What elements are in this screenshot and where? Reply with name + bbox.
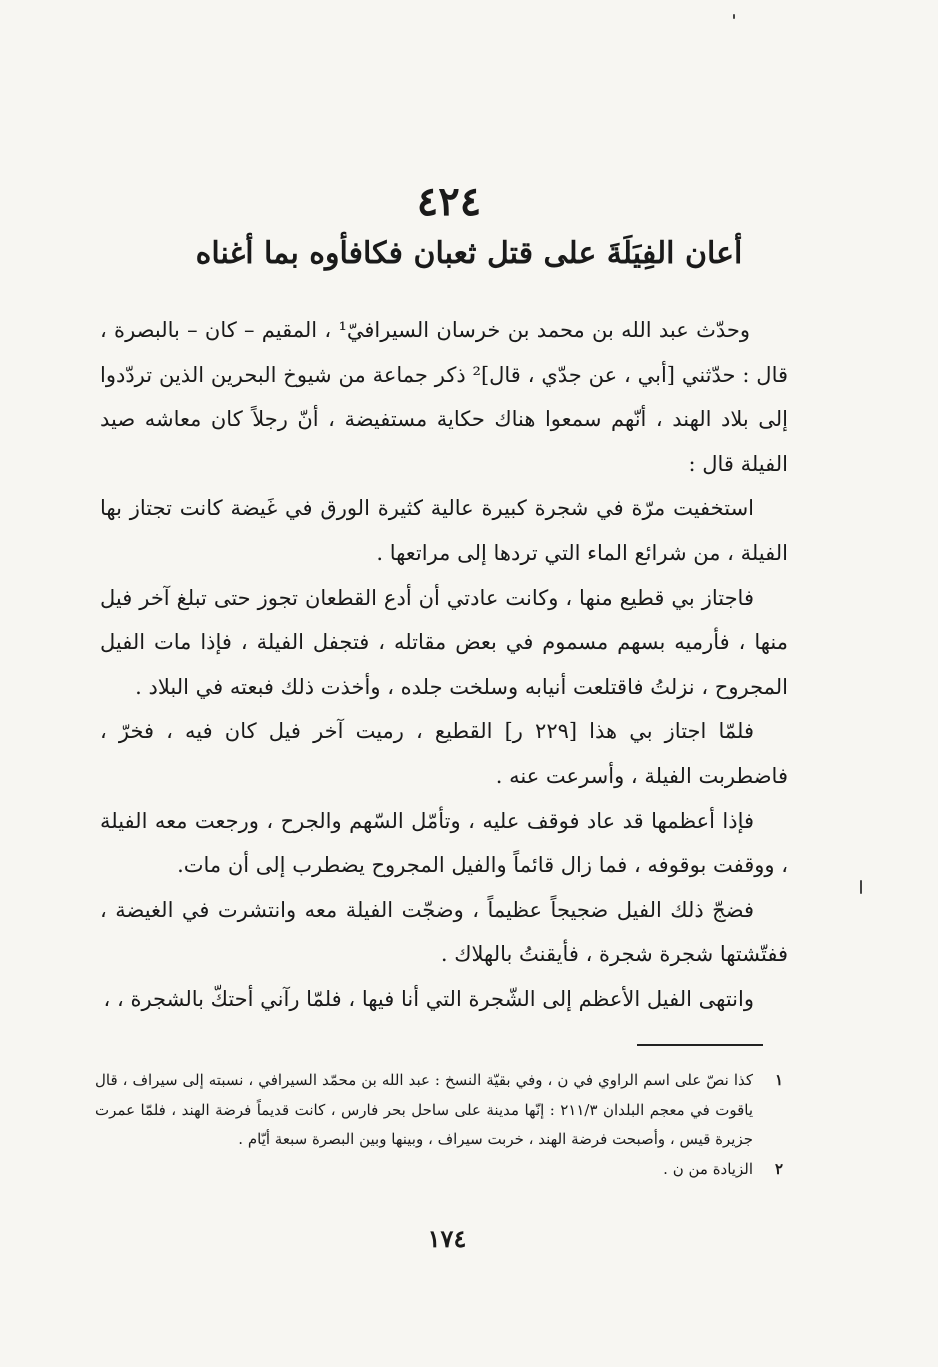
footnote-number: ٢ (774, 1159, 783, 1178)
main-text (100, 308, 788, 1022)
scan-speck (860, 880, 862, 894)
paragraph: فلمّا اجتاز بي هذا [٢٢٩ ر] القطيع ، رميت آخر فيل كان فيه ، فخرّ ، فاضطربت الفيلة ، وأسرعت عنه . (100, 719, 788, 788)
footnote (95, 1066, 783, 1155)
paragraph: فضجّ ذلك الفيل ضجيجاً عظيماً ، وضجّت الفيلة معه وانتشرت في الغيضة ، ففتّشتها شجرة شجرة ، فأيقنتُ بالهلاك . (100, 897, 788, 967)
footnote-text: الزيادة من ن . (663, 1159, 753, 1178)
paragraph: وانتهى الفيل الأعظم إلى الشّجرة التي أنا فيها ، فلمّا رآني أحتكّ بالشجرة ، ، (103, 986, 754, 1011)
paragraph: فاجتاز بي قطيع منها ، وكانت عادتي أن أدع القطعان تجوز حتى تبلغ آخر فيل منها ، فأرميه بسهم مسموم في بعض مقاتله ، فتجفل الفيلة ، فإذا مات الفيل المجروح ، نزلتُ فاقتلعت أنيابه وسلخت جلده ، وأخذت ذلك فبعته في البلاد . (100, 585, 788, 699)
footnote-divider (637, 1044, 763, 1046)
footnote-number: ١ (774, 1071, 783, 1089)
paragraph: استخفيت مرّة في شجرة كبيرة عالية كثيرة الورق في غَيضة كانت تجتاز بها الفيلة ، من شرائع الماء التي تردها إلى مراتعها . (100, 496, 788, 565)
paragraph: فإذا أعظمها قد عاد فوقف عليه ، وتأمّل السّهم والجرح ، ورجعت معه الفيلة ، ووقفت بوقوفه ، فما زال قائماً والفيل المجروح يضطرب إلى أن مات. (100, 808, 788, 878)
footnotes (95, 1066, 783, 1184)
paragraph: وحدّث عبد الله بن محمد بن خرسان السيرافيّ¹ ، المقيم – كان – بالبصرة ، قال : حدّثني [أبي ، عن جدّي ، قال]² ذكر جماعة من شيوخ البحرين الذين تردّدوا إلى بلاد الهند ، أنّهم سمعوا هناك حكاية مستفيضة ، أنّ رجلاً كان معاشه صيد الفيلة قال : (100, 318, 788, 476)
story-number: ٤٢٤ (416, 178, 482, 225)
story-title: أعان الفِيَلَةَ على قتل ثعبان فكافأوه بما أغناه (195, 236, 743, 271)
footnote-text: كذا نصّ على اسم الراوي في ن ، وفي بقيّة النسخ : عبد الله بن محمّد السيرافي ، نسبته إلى سيراف ، قال ياقوت في معجم البلدان ٢١١/٣ : إنّها مدينة على ساحل بحر فارس ، كانت قديماً فرضة الهند ، فلمّا عمرت جزيرة قيس ، وأصبحت فرضة الهند ، خربت سيراف ، وبينها وبين البصرة سبعة أيّام . (95, 1071, 753, 1148)
scan-speck (733, 14, 735, 19)
footnote (95, 1155, 783, 1185)
page-number: ١٧٤ (427, 1224, 467, 1253)
